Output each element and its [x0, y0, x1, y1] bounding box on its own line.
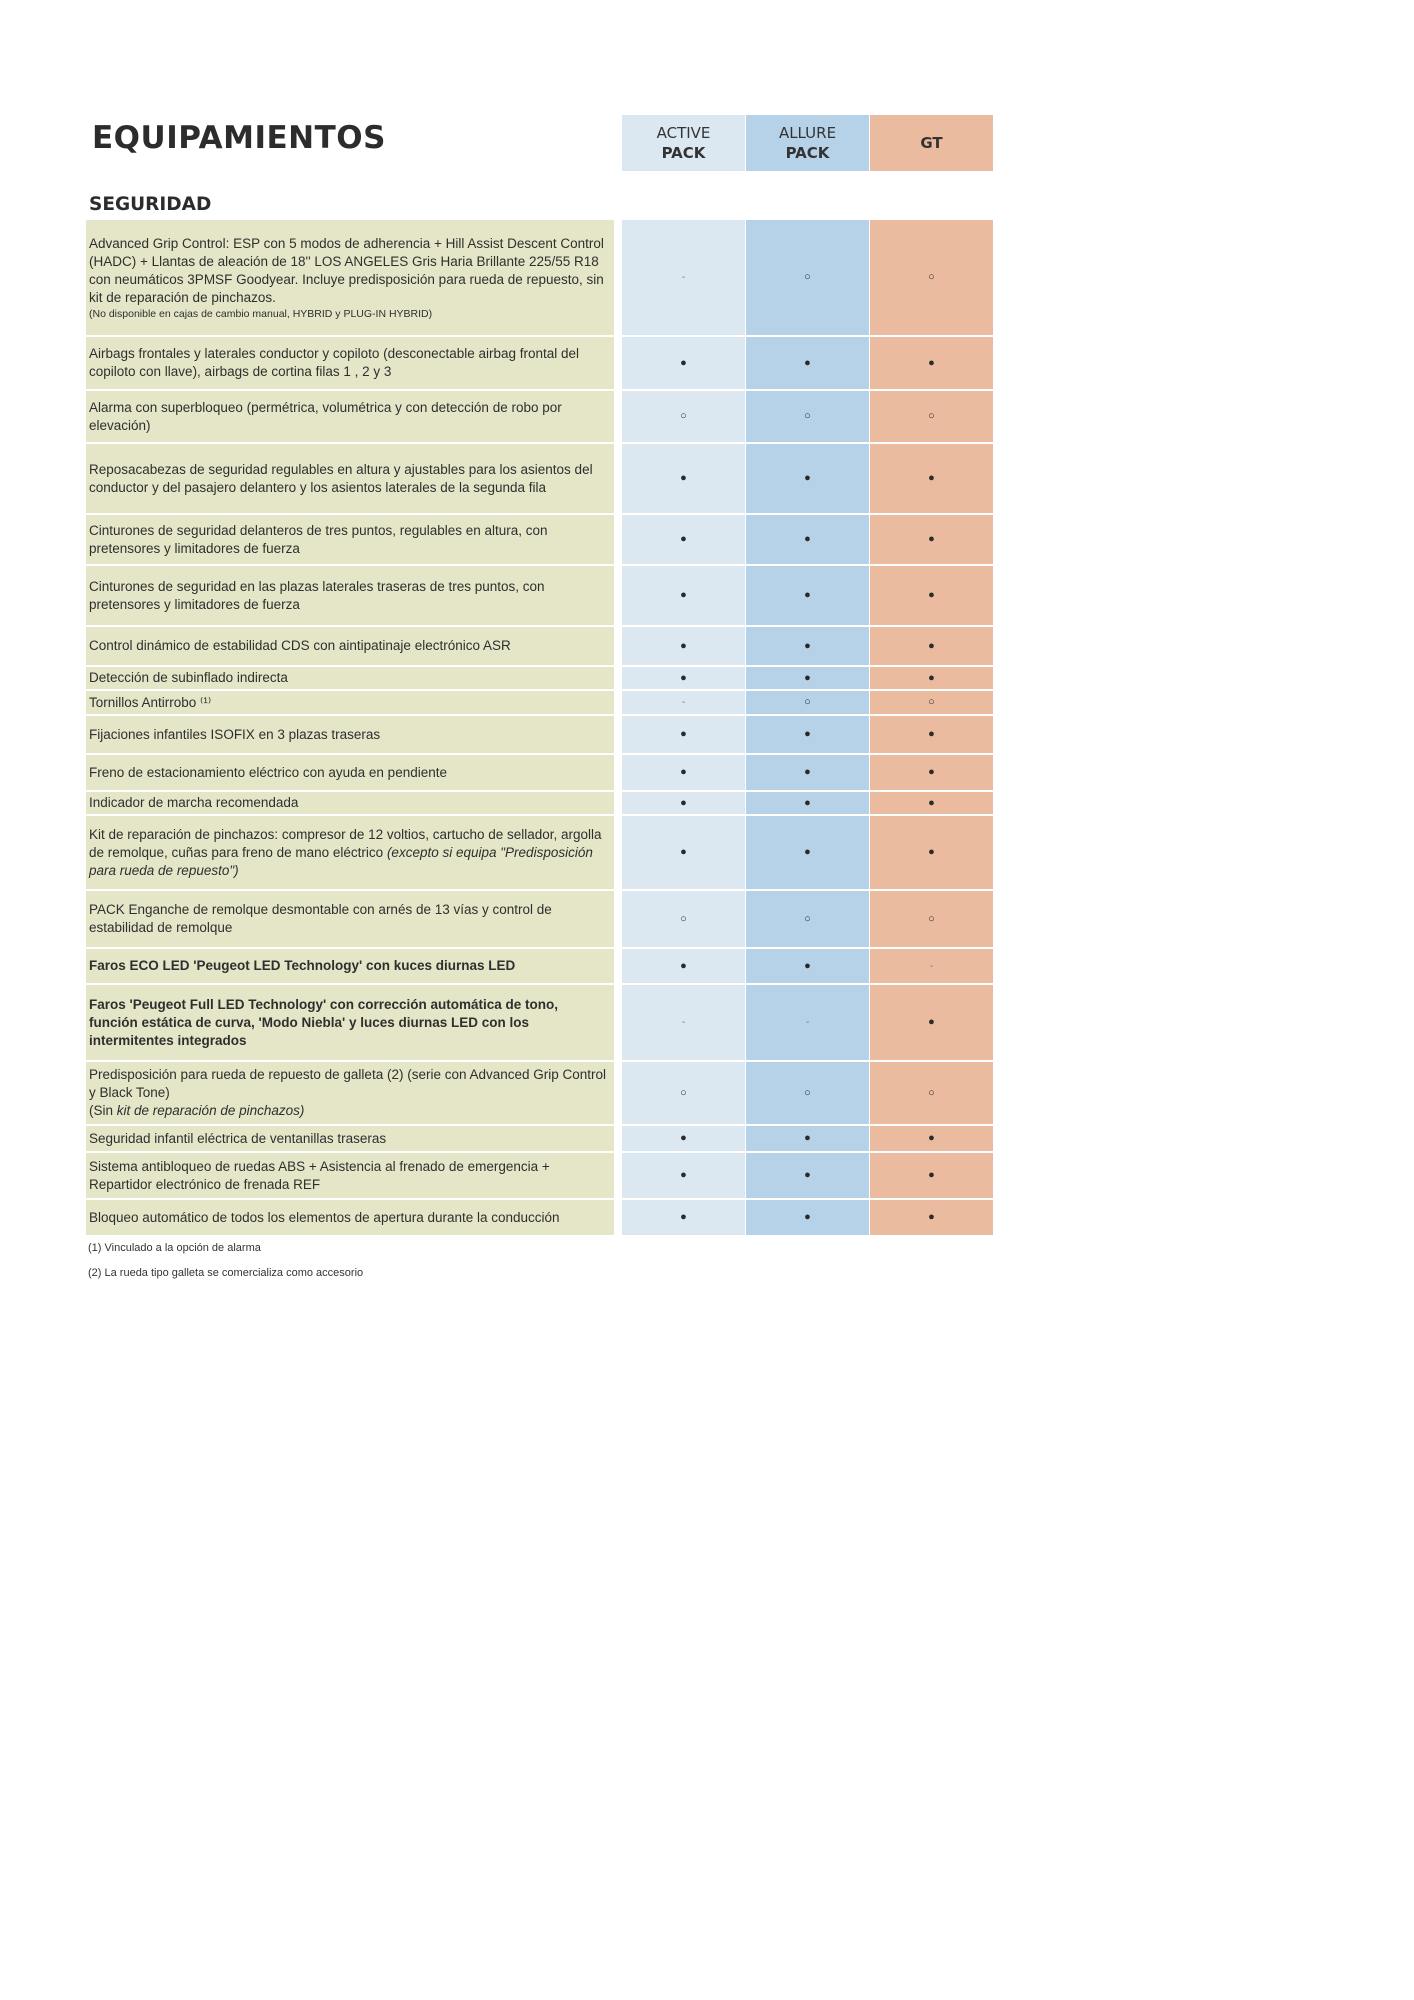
optional-circle-icon: ○ [928, 912, 935, 925]
column-header-line1: GT [920, 134, 943, 152]
value-cell-active-pack [622, 816, 745, 889]
value-cell-gt [870, 716, 993, 753]
table-row [0, 949, 1414, 985]
value-cell-allure-pack [746, 755, 869, 790]
standard-dot-icon: ● [804, 589, 811, 601]
feature-description [89, 522, 609, 558]
value-cell-active-pack [622, 792, 745, 814]
optional-circle-icon: ○ [680, 1086, 687, 1099]
standard-dot-icon: ● [804, 728, 811, 740]
optional-circle-icon: ○ [680, 410, 687, 422]
value-cell-gt [870, 949, 993, 983]
standard-dot-icon: ● [928, 589, 935, 601]
value-cell-allure-pack [746, 337, 869, 389]
feature-description [89, 957, 609, 975]
feature-description-cell [86, 391, 614, 442]
value-cell-allure-pack [746, 816, 869, 889]
not-available-dash: - [805, 1017, 810, 1028]
feature-note-italic: kit de reparación de pinchazos) [116, 1103, 305, 1118]
value-cell-allure-pack [746, 391, 869, 442]
standard-dot-icon: ● [928, 671, 935, 684]
value-cell-gt [870, 566, 993, 625]
feature-text: Cinturones de seguridad delanteros de tres puntos, regulables en altura, con pretensores y limitadores de fuerza [89, 522, 548, 556]
standard-dot-icon: ● [804, 639, 811, 652]
feature-description [89, 399, 609, 435]
value-cell-allure-pack [746, 1153, 869, 1198]
optional-circle-icon: ○ [804, 912, 811, 925]
standard-dot-icon: ● [680, 766, 687, 778]
value-cell-gt [870, 444, 993, 513]
value-cell-allure-pack [746, 792, 869, 814]
feature-description-cell [86, 444, 614, 513]
feature-description-cell [86, 985, 614, 1060]
feature-description-cell [86, 515, 614, 564]
column-header-line1: ACTIVE [656, 124, 711, 142]
value-cell-active-pack [622, 1062, 745, 1124]
value-cell-active-pack [622, 337, 745, 389]
optional-circle-icon: ○ [928, 1086, 935, 1099]
feature-description [89, 901, 609, 937]
value-cell-active-pack [622, 220, 745, 335]
feature-text: Tornillos Antirrobo ⁽¹⁾ [89, 694, 212, 710]
feature-italic-note: (excepto si equipa "Predisposición para rueda de repuesto") [89, 844, 593, 878]
value-cell-active-pack [622, 985, 745, 1060]
standard-dot-icon: ● [804, 533, 811, 545]
standard-dot-icon: ● [680, 472, 687, 484]
standard-dot-icon: ● [928, 533, 935, 545]
feature-description [89, 794, 609, 812]
not-available-dash: - [681, 697, 686, 708]
feature-text: Faros 'Peugeot Full LED Technology' con corrección automática de tono, función estática de curva, 'Modo Niebla' y luces diurnas LED con los intermitentes integrados [89, 996, 558, 1048]
standard-dot-icon: ● [804, 472, 811, 484]
table-row [0, 1062, 1414, 1126]
feature-description [89, 669, 609, 687]
feature-description-cell [86, 1126, 614, 1151]
table-row [0, 792, 1414, 816]
standard-dot-icon: ● [680, 728, 687, 740]
table-row [0, 691, 1414, 716]
feature-description [89, 345, 609, 381]
standard-dot-icon: ● [680, 1132, 687, 1144]
footnote-2: (2) La rueda tipo galleta se comercializa como accesorio [88, 1267, 364, 1279]
table-row [0, 985, 1414, 1062]
feature-description [89, 996, 609, 1050]
standard-dot-icon: ● [928, 1132, 935, 1144]
standard-dot-icon: ● [680, 671, 687, 684]
standard-dot-icon: ● [804, 766, 811, 778]
feature-text: Kit de reparación de pinchazos: compresor de 12 voltios, cartucho de sellador, argolla de remolque, cuñas para freno de mano eléctrico [89, 826, 602, 860]
table-row [0, 220, 1414, 337]
value-cell-gt [870, 691, 993, 714]
table-row [0, 1126, 1414, 1153]
feature-text: Seguridad infantil eléctrica de ventanillas traseras [89, 1130, 387, 1146]
standard-dot-icon: ● [680, 639, 687, 652]
feature-description-cell [86, 691, 614, 714]
standard-dot-icon: ● [680, 589, 687, 601]
value-cell-gt [870, 985, 993, 1060]
table-row [0, 566, 1414, 627]
not-available-dash: - [681, 272, 686, 283]
standard-dot-icon: ● [928, 728, 935, 740]
optional-circle-icon: ○ [680, 912, 687, 925]
optional-circle-icon: ○ [804, 696, 811, 708]
value-cell-active-pack [622, 949, 745, 983]
value-cell-gt [870, 337, 993, 389]
feature-description-cell [86, 949, 614, 983]
value-cell-allure-pack [746, 891, 869, 947]
value-cell-gt [870, 391, 993, 442]
feature-description-cell [86, 891, 614, 947]
value-cell-allure-pack [746, 566, 869, 625]
value-cell-allure-pack [746, 1126, 869, 1151]
value-cell-active-pack [622, 627, 745, 665]
not-available-dash: - [929, 960, 934, 972]
value-cell-allure-pack [746, 716, 869, 753]
value-cell-allure-pack [746, 220, 869, 335]
standard-dot-icon: ● [928, 796, 935, 809]
feature-text: PACK Enganche de remolque desmontable con arnés de 13 vías y control de estabilidad de remolque [89, 902, 552, 935]
value-cell-gt [870, 667, 993, 689]
standard-dot-icon: ● [804, 846, 811, 858]
value-cell-active-pack [622, 1200, 745, 1235]
column-header-line2: PACK [661, 144, 706, 162]
value-cell-gt [870, 891, 993, 947]
table-row [0, 667, 1414, 691]
feature-description [89, 764, 609, 782]
value-cell-gt [870, 627, 993, 665]
standard-dot-icon: ● [680, 796, 687, 809]
value-cell-gt [870, 220, 993, 335]
feature-text: Predisposición para rueda de repuesto de galleta (2) (serie con Advanced Grip Control y Black Tone) [89, 1067, 607, 1100]
standard-dot-icon: ● [804, 1132, 811, 1144]
standard-dot-icon: ● [928, 1169, 935, 1181]
feature-description-cell [86, 755, 614, 790]
feature-text: Faros ECO LED 'Peugeot LED Technology' con kuces diurnas LED [89, 958, 516, 973]
feature-description [89, 726, 609, 744]
value-cell-gt [870, 1200, 993, 1235]
table-row [0, 627, 1414, 667]
feature-description [89, 578, 609, 614]
value-cell-active-pack [622, 716, 745, 753]
value-cell-active-pack [622, 391, 745, 442]
table-row [0, 716, 1414, 755]
feature-description [89, 637, 609, 655]
feature-text: Advanced Grip Control: ESP con 5 modos de adherencia + Hill Assist Descent Control (HADC) + Llantas de aleación de 18'' LOS ANGELES Gris Haria Brillante 225/55 R18 con neumáticos 3PMSF Goodyear. Incluye predisposición para rueda de repuesto, sin kit de reparación de pinchazos. [89, 235, 604, 305]
feature-text: Indicador de marcha recomendada [89, 795, 299, 810]
value-cell-allure-pack [746, 515, 869, 564]
standard-dot-icon: ● [928, 1211, 935, 1223]
value-cell-active-pack [622, 1126, 745, 1151]
column-header-active-pack [622, 115, 745, 171]
table-row [0, 515, 1414, 566]
section-title: SEGURIDAD [89, 194, 212, 215]
feature-text: Sistema antibloqueo de ruedas ABS + Asistencia al frenado de emergencia + Repartidor electrónico de frenada REF [89, 1158, 550, 1192]
value-cell-gt [870, 1126, 993, 1151]
not-available-dash: - [681, 1017, 686, 1028]
standard-dot-icon: ● [928, 639, 935, 652]
standard-dot-icon: ● [928, 766, 935, 778]
table-row [0, 755, 1414, 792]
value-cell-active-pack [622, 566, 745, 625]
value-cell-gt [870, 792, 993, 814]
standard-dot-icon: ● [928, 356, 935, 369]
feature-description [89, 1158, 609, 1194]
table-row [0, 391, 1414, 444]
value-cell-allure-pack [746, 1062, 869, 1124]
table-row [0, 444, 1414, 515]
value-cell-active-pack [622, 515, 745, 564]
feature-text: Control dinámico de estabilidad CDS con aintipatinaje electrónico ASR [89, 638, 511, 653]
value-cell-allure-pack [746, 985, 869, 1060]
feature-description-cell [86, 337, 614, 389]
value-cell-gt [870, 1153, 993, 1198]
standard-dot-icon: ● [928, 472, 935, 484]
standard-dot-icon: ● [680, 533, 687, 545]
feature-text: Reposacabezas de seguridad regulables en altura y ajustables para los asientos del conductor y del pasajero delantero y los asientos laterales de la segunda fila [89, 461, 593, 495]
feature-text: Freno de estacionamiento eléctrico con ayuda en pendiente [89, 764, 447, 780]
optional-circle-icon: ○ [804, 410, 811, 422]
standard-dot-icon: ● [804, 356, 811, 369]
table-row [0, 816, 1414, 891]
value-cell-allure-pack [746, 627, 869, 665]
standard-dot-icon: ● [680, 959, 687, 972]
value-cell-gt [870, 1062, 993, 1124]
value-cell-active-pack [622, 1153, 745, 1198]
standard-dot-icon: ● [680, 846, 687, 858]
standard-dot-icon: ● [680, 1211, 687, 1223]
value-cell-allure-pack [746, 667, 869, 689]
feature-description-cell [86, 816, 614, 889]
page-title: EQUIPAMIENTOS [92, 120, 386, 156]
standard-dot-icon: ● [804, 671, 811, 684]
standard-dot-icon: ● [928, 1016, 935, 1028]
table-row [0, 1153, 1414, 1200]
feature-description [89, 235, 609, 321]
feature-text: Detección de subinflado indirecta [89, 670, 288, 685]
feature-description-cell [86, 1200, 614, 1235]
standard-dot-icon: ● [804, 959, 811, 972]
feature-description-cell [86, 716, 614, 753]
feature-description-cell [86, 627, 614, 665]
optional-circle-icon: ○ [928, 410, 935, 422]
feature-description [89, 826, 609, 880]
feature-text: Cinturones de seguridad en las plazas laterales traseras de tres puntos, con pretensores y limitadores de fuerza [89, 578, 545, 612]
column-header-line2: PACK [785, 144, 830, 162]
column-header-allure-pack [746, 115, 869, 171]
optional-circle-icon: ○ [928, 271, 935, 283]
standard-dot-icon: ● [804, 1211, 811, 1223]
feature-description-cell [86, 667, 614, 689]
value-cell-allure-pack [746, 691, 869, 714]
feature-description-cell [86, 1153, 614, 1198]
feature-description [89, 1130, 609, 1148]
value-cell-gt [870, 515, 993, 564]
value-cell-active-pack [622, 444, 745, 513]
feature-description-cell [86, 566, 614, 625]
standard-dot-icon: ● [804, 796, 811, 809]
optional-circle-icon: ○ [804, 271, 811, 283]
column-header-gt [870, 115, 993, 171]
standard-dot-icon: ● [680, 1169, 687, 1181]
table-row [0, 1200, 1414, 1237]
feature-description [89, 461, 609, 497]
value-cell-gt [870, 816, 993, 889]
table-row [0, 337, 1414, 391]
feature-note: (No disponible en cajas de cambio manual, HYBRID y PLUG-IN HYBRID) [89, 307, 433, 320]
footnote-1: (1) Vinculado a la opción de alarma [88, 1242, 261, 1254]
value-cell-active-pack [622, 667, 745, 689]
feature-description-cell [86, 220, 614, 335]
feature-text: Bloqueo automático de todos los elementos de apertura durante la conducción [89, 1209, 560, 1225]
feature-description [89, 1209, 609, 1227]
standard-dot-icon: ● [928, 846, 935, 858]
value-cell-gt [870, 755, 993, 790]
value-cell-allure-pack [746, 444, 869, 513]
optional-circle-icon: ○ [928, 696, 935, 708]
value-cell-allure-pack [746, 1200, 869, 1235]
table-row [0, 891, 1414, 949]
feature-description [89, 694, 609, 712]
feature-text: Airbags frontales y laterales conductor y copiloto (desconectable airbag frontal del copiloto con llave), airbags de cortina filas 1 , 2 y 3 [89, 346, 580, 379]
optional-circle-icon: ○ [804, 1086, 811, 1099]
value-cell-active-pack [622, 891, 745, 947]
feature-description [89, 1066, 609, 1120]
value-cell-allure-pack [746, 949, 869, 983]
standard-dot-icon: ● [680, 356, 687, 369]
column-header-line1: ALLURE [778, 124, 837, 142]
feature-text: Alarma con superbloqueo (permétrica, volumétrica y con detección de robo por elevación) [89, 399, 562, 433]
feature-note-prefix: (Sin [89, 1103, 117, 1118]
feature-description-cell [86, 1062, 614, 1124]
feature-text: Fijaciones infantiles ISOFIX en 3 plazas traseras [89, 726, 381, 742]
value-cell-active-pack [622, 691, 745, 714]
standard-dot-icon: ● [804, 1169, 811, 1181]
value-cell-active-pack [622, 755, 745, 790]
feature-description-cell [86, 792, 614, 814]
